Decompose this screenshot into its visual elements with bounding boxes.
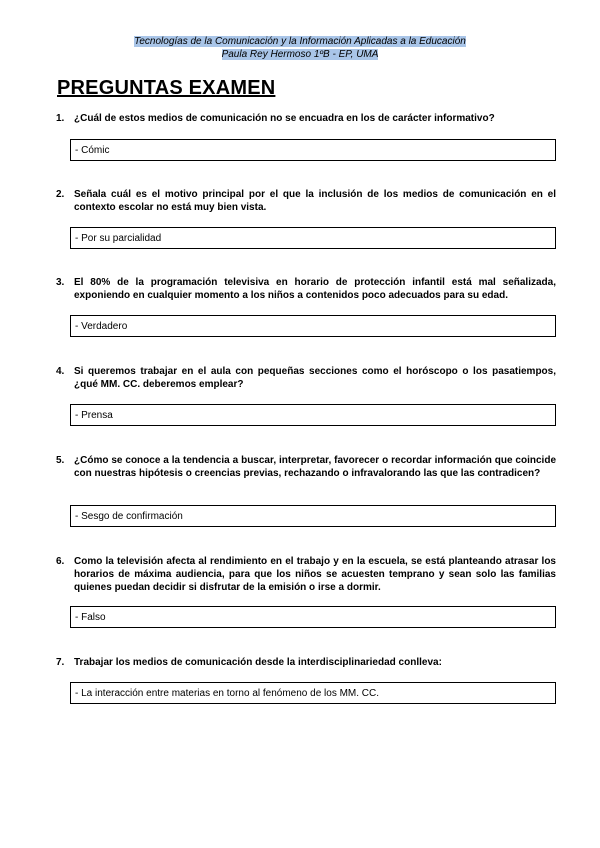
answer-box-7: - La interacción entre materias en torno al fenómeno de los MM. CC.: [70, 682, 556, 704]
answer-box-5: - Sesgo de confirmación: [70, 505, 556, 527]
answer-box-2: - Por su parcialidad: [70, 227, 556, 249]
question-3: [56, 276, 556, 302]
question-4: [56, 365, 556, 391]
question-number: 5.: [56, 455, 65, 466]
question-number: 4.: [56, 366, 65, 377]
header-author-line: Paula Rey Hermoso 1ºB - EP, UMA: [221, 49, 379, 60]
question-text: Trabajar los medios de comunicación desde la interdisciplinariedad conlleva:: [74, 657, 442, 668]
question-number: 2.: [56, 189, 65, 200]
header-course-line: Tecnologías de la Comunicación y la Información Aplicadas a la Educación: [134, 36, 466, 47]
question-1: [56, 112, 556, 125]
question-text: ¿Cómo se conoce a la tendencia a buscar, interpretar, favorecer o recordar información que coincide con nuestras hipótesis o creencias previas, rechazando o infravalorando las que las contradicen?: [74, 455, 556, 479]
question-number: 6.: [56, 556, 65, 567]
answer-box-3: - Verdadero: [70, 315, 556, 337]
question-2: [56, 188, 556, 214]
question-text: Si queremos trabajar en el aula con pequeñas secciones como el horóscopo o los pasatiempos, ¿qué MM. CC. deberemos emplear?: [74, 366, 556, 390]
question-text: Como la televisión afecta al rendimiento en el trabajo y en la escuela, se está planteando atrasar los horarios de máxima audiencia, para que los niños se acuesten temprano y sean solo las familias quienes puedan decidir si disfrutar de la emisión o irse a dormir.: [74, 556, 556, 593]
question-6: [56, 555, 556, 594]
question-text: Señala cuál es el motivo principal por el que la inclusión de los medios de comunicación en el contexto escolar no está muy bien vista.: [74, 189, 556, 213]
question-7: [56, 656, 556, 669]
question-text: El 80% de la programación televisiva en horario de protección infantil está mal señalizada, exponiendo en cualquier momento a los niños a contenidos poco adecuados para su edad.: [74, 277, 556, 301]
page-title: PREGUNTAS EXAMEN: [57, 77, 276, 99]
question-number: 3.: [56, 277, 65, 288]
question-number: 7.: [56, 657, 65, 668]
question-number: 1.: [56, 113, 65, 124]
answer-box-6: - Falso: [70, 606, 556, 628]
answer-box-4: - Prensa: [70, 404, 556, 426]
document-header: [0, 35, 600, 61]
question-5: [56, 454, 556, 480]
question-text: ¿Cuál de estos medios de comunicación no se encuadra en los de carácter informativo?: [74, 113, 495, 124]
answer-box-1: - Cómic: [70, 139, 556, 161]
